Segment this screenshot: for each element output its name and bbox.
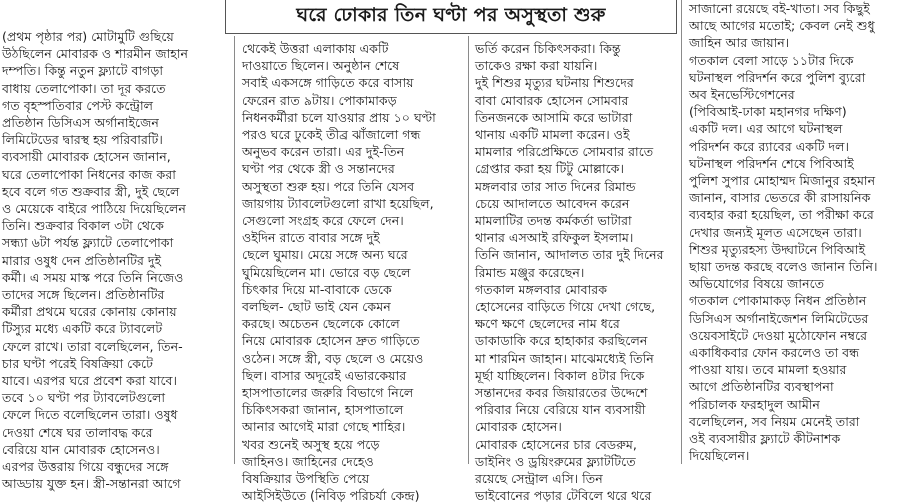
column-divider <box>468 36 469 464</box>
article-column-2 <box>236 0 465 504</box>
article-headline: ঘরে ঢোকার তিন ঘণ্টা পর অসুস্থতা শুরু <box>296 3 606 26</box>
column-divider <box>234 36 235 464</box>
article-text: সাজানো রয়েছে বই-খাতা। সব কিছুই আছে আগের মতোই; কেবল নেই শুধু জাহিন আর জায়ান। গতকাল বেলা সাড়ে ১১টার দিকে ঘটনাস্থল পরিদর্শন করে পুলিশ ব্যুরো অব ইনভেস্টিগেশনের (পিবিআই-ঢাকা মহানগর দক্ষিণ) একটি দল। এর আগে ঘটনাস্থল পরিদর্শন করে র‍্যাবের একটি দল। ঘটনাস্থল পরিদর্শন শেষে পিবিআই পুলিশ সুপার মোহাম্মদ মিজানুর রহমান জানান, বাসার ভেতরে কী রাসায়নিক ব্যবহার করা হয়েছিল, তা পরীক্ষা করে দেখার জন্যই মূলত এসেছেন তারা। শিশুর মৃত্যুরহস্য উদ্ঘাটনে পিবিআই ছায়া তদন্ত করছে বলেও জানান তিনি। অভিযোগের বিষয়ে জানতে গতকাল পোকামাকড় নিধন প্রতিষ্ঠান ডিসিএস অর্গানাইজেশন লিমিটেডের ওয়েবসাইটে দেওয়া মুঠোফোন নম্বরে একাধিকবার ফোন করলেও তা বন্ধ পাওয়া যায়। তবে মামলা হওয়ার আগে প্রতিষ্ঠানটির ব্যবস্থাপনা পরিচালক ফরহাদুল আমীন বলেছিলেন, সব নিয়ম মেনেই তারা ওই ব্যবসায়ীর ফ্ল্যাটে কীটনাশক দিয়েছিলেন। <box>689 1 878 464</box>
article-column-4 <box>683 0 907 464</box>
column-divider <box>681 0 682 464</box>
article-text: (প্রথম পৃষ্ঠার পর) মোটামুটি গুছিয়ে উঠছিলেন মোবারক ও শারমীন জাহান দম্পতি। কিন্তু নতুন ফ্ল্যাটে বাগড়া বাধায় তেলাপোকা। তা দূর করতে গত বৃহস্পতিবার পেস্ট কন্ট্রোল প্রতিষ্ঠান ডিসিএস অর্গানাইজেন লিমিটেডের দ্বারস্থ হয় পরিবারটি। ব্যবসায়ী মোবারক হোসেন জানান, ঘরে তেলাপোকা নিধনের কাজ করা হবে বলে গত শুক্রবার স্ত্রী, দুই ছেলে ও মেয়েকে বাইরে পাঠিয়ে দিয়েছিলেন তিনি। শুক্রবার বিকাল ৩টা থেকে সন্ধ্যা ৬টা পর্যন্ত ফ্ল্যাটে তেলাপোকা মারার ওষুধ দেন প্রতিষ্ঠানটির দুই কর্মী। এ সময় মাস্ক পরে তিনি নিজেও তাদের সঙ্গে ছিলেন। প্রতিষ্ঠানটির কর্মীরা প্রথমে ঘরের কোনায় কোনায় টিস্যুর মধ্যে একটি করে ট্যাবলেট ফেলে রাখে। তারা বলেছিলেন, তিন- চার ঘণ্টা পরেই বিষক্রিয়া কেটে যাবে। এরপর ঘরে প্রবেশ করা যাবে। তবে ১০ ঘণ্টা পর ট্যাবলেটগুলো ফেলে দিতে বলেছিলেন তারা। ওষুধ দেওয়া শেষে ঘর তালাবদ্ধ করে বেরিয়ে যান মোবারক হোসেনও। এরপর উত্তরায় গিয়ে বন্ধুদের সঙ্গে আড্ডায় যুক্ত হন। স্ত্রী-সন্তানরা আগে <box>2 29 189 492</box>
article-column-1 <box>0 0 231 492</box>
article-text: থেকেই উত্তরা এলাকায় একটি দাওয়াতে ছিলেন। অনুষ্ঠান শেষে সবাই একসঙ্গে গাড়িতে করে বাসায় ফেরেন রাত ৯টায়। পোকামাকড় নিধনকর্মীরা চলে যাওয়ার প্রায় ১০ ঘণ্টা পরও ঘরে ঢুকেই তীব্র ঝাঁজালো গন্ধ অনুভব করেন তারা। এর দুই-তিন ঘণ্টা পর থেকে স্ত্রী ও সন্তানদের অসুস্থতা শুরু হয়। পরে তিনি যেসব জায়গায় ট্যাবলেটগুলো রাখা হয়েছিল, সেগুলো সংগ্রহ করে ফেলে দেন। ওইদিন রাতে বাবার সঙ্গে দুই ছেলে ঘুমায়। মেয়ে সঙ্গে অন্য ঘরে ঘুমিয়েছিলেন মা। ভোরে বড় ছেলে চিৎকার দিয়ে মা-বাবাকে ডেকে বলছিল- ছোট ভাই যেন কেমন করছে। অচেতন ছেলেকে কোলে নিয়ে মোবারক হোসেন দ্রুত গাড়িতে ওঠেন। সঙ্গে স্ত্রী, বড় ছেলে ও মেয়েও ছিল। বাসার অদূরেই এভারকেয়ার হাসপাতালের জরুরি বিভাগে নিলে চিকিৎসকরা জানান, হাসপাতালে আনার আগেই মারা গেছে শাহির। খবর শুনেই অসুস্থ হয়ে পড়ে জাহিনও। জাহিনের দেহেও বিষক্রিয়ার উপস্থিতি পেয়ে আইসিইউতে (নিবিড় পরিচর্যা কেন্দ্র) <box>242 41 436 504</box>
article-column-3 <box>471 0 679 504</box>
headline-box <box>225 0 677 34</box>
article-text: ভর্তি করেন চিকিৎসকরা। কিন্তু তাকেও রক্ষা করা যায়নি। দুই শিশুর মৃত্যুর ঘটনায় শিশুদের বাবা মোবারক হোসেন সোমবার তিনজনকে আসামি করে ভাটারা থানায় একটি মামলা করেন। ওই মামলার পরিপ্রেক্ষিতে সোমবার রাতে গ্রেপ্তার করা হয় টিটু মোল্লাকে। মঙ্গলবার তার সাত দিনের রিমান্ড চেয়ে আদালতে আবেদন করেন মামলাটির তদন্ত কর্মকর্তা ভাটারা থানার এসআই রফিকুল ইসলাম। তিনি জানান, আদালত তার দুই দিনের রিমান্ড মঞ্জুর করেছেন। গতকাল মঙ্গলবার মোবারক হোসেনের বাড়িতে গিয়ে দেখা গেছে, ক্ষণে ক্ষণে ছেলেদের নাম ধরে ডাকাডাকি করে হাহাকার করছিলেন মা শারমিন জাহান। মাঝেমধ্যেই তিনি মূর্ছা যাচ্ছিলেন। বিকাল ৪টার দিকে সন্তানদের কবর জিয়ারতের উদ্দেশে পরিবার নিয়ে বেরিয়ে যান ব্যবসায়ী মোবারক হোসেন। মোবারক হোসেনের চার বেডরুম, ডাইনিং ও ড্রয়িংরুমের ফ্ল্যাটটিতে রয়েছে সেন্ট্রাল এসি। তিন ভাইবোনের পড়ার টেবিলে থরে থরে <box>475 41 664 504</box>
